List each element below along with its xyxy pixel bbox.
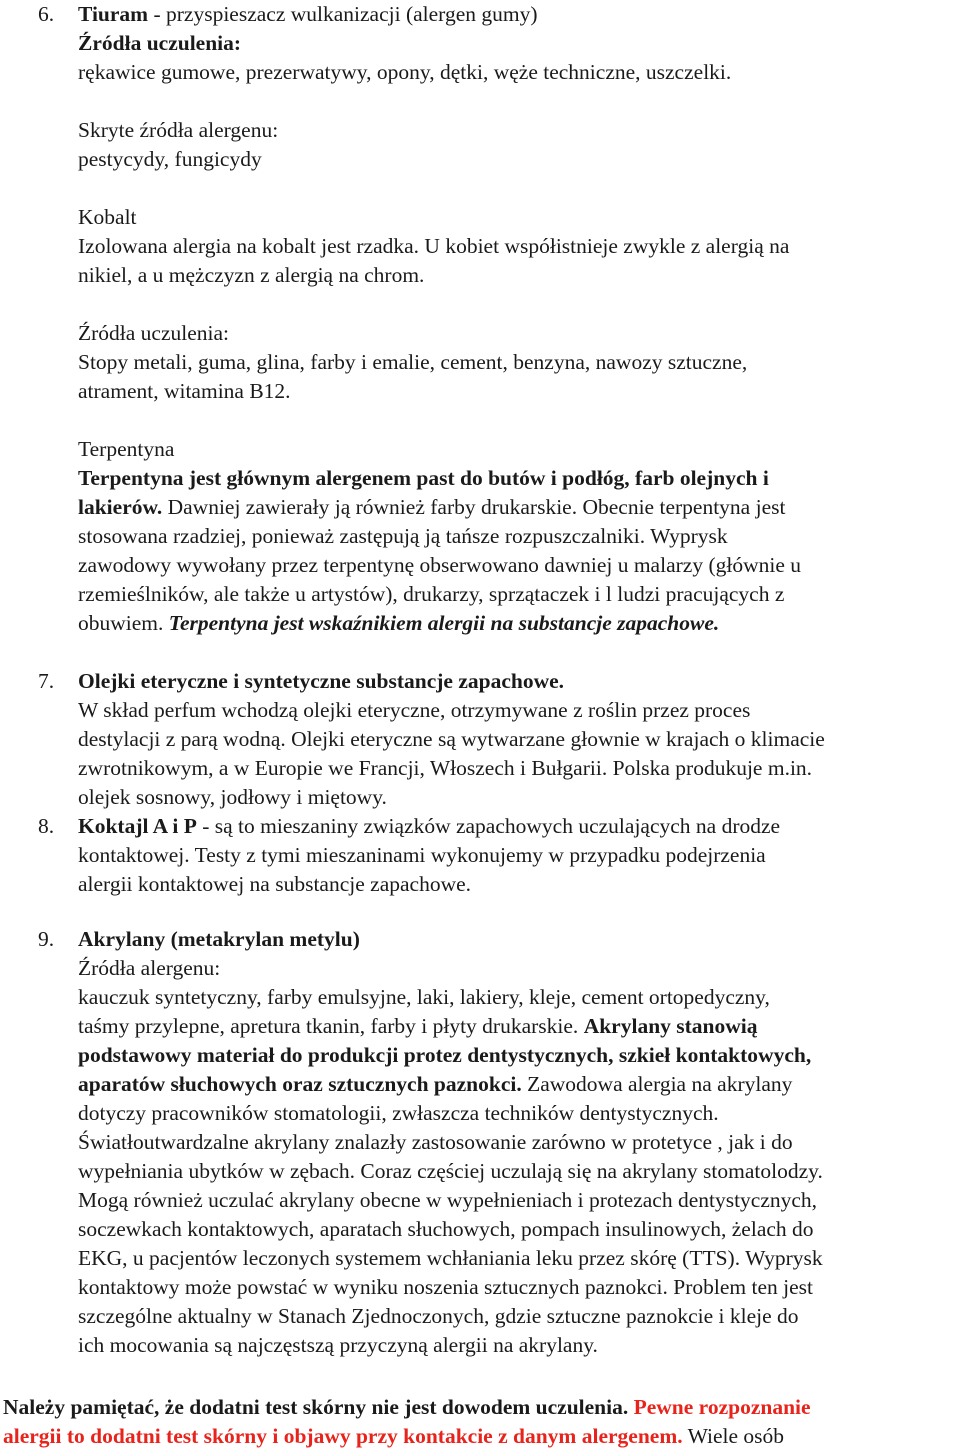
section-6-hidden-heading: Skryte źródła alergenu: [78,118,279,142]
footer-diagnosis-red-2: alergii to dodatni test skórny i objawy przy kontakcie z danym alergenem. [3,1424,683,1448]
terpentyna-line-6-plain: obuwiem. [78,611,169,635]
section-6-sources-heading: Źródła uczulenia: [78,31,242,55]
section-9-line-2-plain: taśmy przylepne, apretura tkanin, farby i płyty drukarskie. [78,1014,584,1038]
section-9-line-9: soczewkach kontaktowych, aparatach słuchowych, pompach insulinowych, żelach do [78,1217,814,1241]
kobalt-line-2: nikiel, a u mężczyzn z alergią na chrom. [78,263,425,287]
section-9-number: 9. [38,927,55,951]
section-8-title: Koktajl A i P [78,814,197,838]
section-9-sources-heading: Źródła alergenu: [78,956,221,980]
section-9-title: Akrylany (metakrylan metylu) [78,927,360,951]
footer-line-1 [3,1393,811,1422]
terpentyna-line-3: stosowana rzadziej, ponieważ zastępują ją tańsze rozpuszczalniki. Wyprysk [78,524,728,548]
terpentyna-line-1: Terpentyna jest głównym alergenem past do butów i podłóg, farb olejnych i [78,466,769,490]
section-9-line-2-bold: Akrylany stanowią [583,1014,758,1038]
section-6-number: 6. [38,2,55,26]
section-6-title: Tiuram [78,2,149,26]
section-9-line-12: szczególne aktualny w Stanach Zjednoczonych, gdzie sztuczne paznokcie i kleje do [78,1304,799,1328]
section-7-line-3: zwrotnikowym, a w Europie we Francji, Włoszech i Bułgarii. Polska produkuje m.in. [78,756,813,780]
section-9-line-4-rest: Zawodowa alergia na akrylany [521,1072,793,1096]
section-6-sources-text: rękawice gumowe, prezerwatywy, opony, dętki, węże techniczne, uszczelki. [78,60,732,84]
terpentyna-line-2 [78,493,785,522]
section-8-line-1 [78,812,780,841]
section-8-number: 8. [38,814,55,838]
section-8-line-3: alergii kontaktowej na substancje zapachowe. [78,872,472,896]
section-7-line-2: destylacji z parą wodną. Olejki eteryczne są wytwarzane głownie w krajach o klimacie [78,727,825,751]
section-9-line-7: wypełniania ubytków w zębach. Coraz częściej uczulają się na akrylany stomatolodzy. [78,1159,823,1183]
section-9-line-6: Światłoutwardzalne akrylany znalazły zastosowanie zarówno w protetyce , jak i do [78,1130,793,1154]
footer-line-2-rest: Wiele osób [682,1424,785,1448]
footer-line-2 [3,1422,784,1451]
section-8-line-2: kontaktowej. Testy z tymi mieszaninami wykonujemy w przypadku podejrzenia [78,843,766,867]
terpentyna-line-2-bold: lakierów. [78,495,163,519]
section-9-line-2 [78,1012,758,1041]
section-7-number: 7. [38,669,55,693]
section-7-title: Olejki eteryczne i syntetyczne substancje zapachowe. [78,669,565,693]
kobalt-heading: Kobalt [78,205,137,229]
kobalt-sources-heading: Źródła uczulenia: [78,321,230,345]
terpentyna-line-4: zawodowy wywołany przez terpentynę obserwowano dawniej u malarzy (głównie u [78,553,801,577]
section-7-line-1: W skład perfum wchodzą olejki eteryczne, otrzymywane z roślin przez proces [78,698,751,722]
section-6-hidden-text: pestycydy, fungicydy [78,147,262,171]
kobalt-sources-line-1: Stopy metali, guma, glina, farby i emalie, cement, benzyna, nawozy sztuczne, [78,350,748,374]
terpentyna-line-6 [78,609,719,638]
section-9-line-8: Mogą również uczulać akrylany obecne w wypełnieniach i protezach dentystycznych, [78,1188,818,1212]
terpentyna-line-5: rzemieślników, ale także u artystów), drukarzy, sprzątaczek i l ludzi pracujących z [78,582,785,606]
kobalt-sources-line-2: atrament, witamina B12. [78,379,291,403]
section-9-line-5: dotyczy pracowników stomatologii, zwłaszcza techników dentystycznych. [78,1101,719,1125]
section-9-line-13: ich mocowania są najczęstszą przyczyną alergii na akrylany. [78,1333,598,1357]
kobalt-line-1: Izolowana alergia na kobalt jest rzadka. U kobiet współistnieje zwykle z alergią na [78,234,790,258]
section-7-line-4: olejek sosnowy, jodłowy i miętowy. [78,785,387,809]
section-9-line-11: kontaktowy może powstać w wyniku noszenia sztucznych paznokci. Problem ten jest [78,1275,813,1299]
section-6-subtitle: - przyspieszacz wulkanizacji (alergen gumy) [148,2,538,26]
terpentyna-line-2-rest: Dawniej zawierały ją również farby drukarskie. Obecnie terpentyna jest [162,495,786,519]
terpentyna-line-6-emphasis: Terpentyna jest wskaźnikiem alergii na substancje zapachowe. [168,611,720,635]
section-9-line-3: podstawowy materiał do produkcji protez dentystycznych, szkieł kontaktowych, [78,1043,812,1067]
section-8-line-1-rest: - są to mieszaniny związków zapachowych uczulających na drodze [196,814,781,838]
terpentyna-heading: Terpentyna [78,437,175,461]
section-9-line-4 [78,1070,792,1099]
section-6-heading [78,0,538,29]
footer-warning: Należy pamiętać, że dodatni test skórny nie jest dowodem uczulenia. [3,1395,629,1419]
section-9-line-1: kauczuk syntetyczny, farby emulsyjne, laki, lakiery, kleje, cement ortopedyczny, [78,985,770,1009]
section-9-line-10: EKG, u pacjentów leczonych systemem wchłaniania leku przez skórę (TTS). Wyprysk [78,1246,823,1270]
footer-diagnosis-red-1: Pewne rozpoznanie [628,1395,811,1419]
section-9-line-4-bold: aparatów słuchowych oraz sztucznych paznokci. [78,1072,522,1096]
